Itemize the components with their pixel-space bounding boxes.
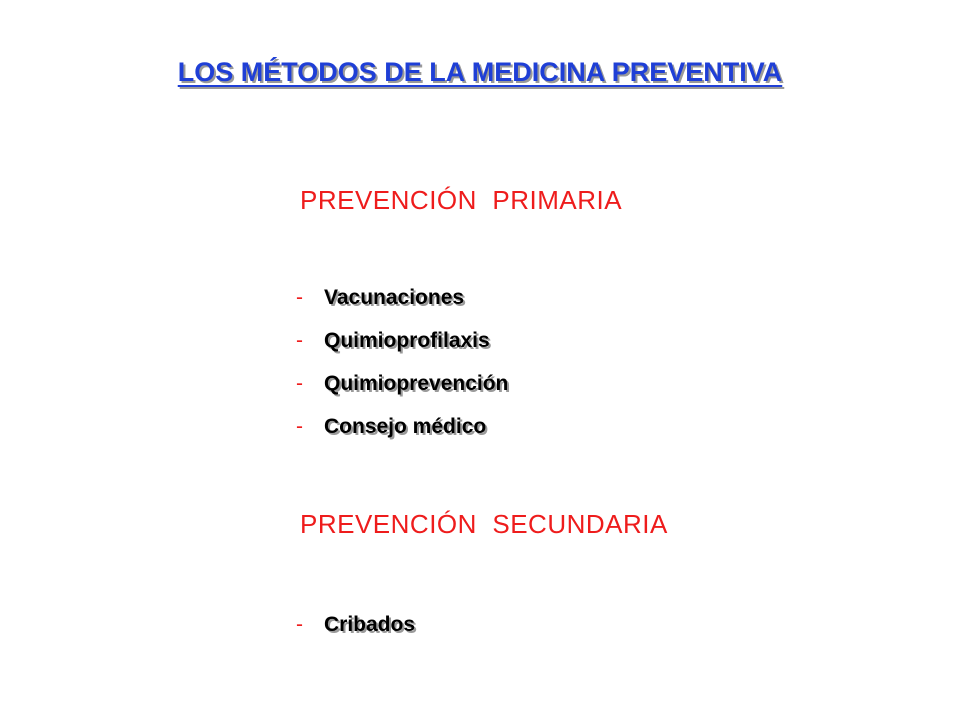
heading-prevencion-primaria: PREVENCIÓN PRIMARIA (300, 185, 623, 215)
list-item-label: Cribados (324, 613, 416, 636)
list-item-label: Consejo médico (324, 415, 487, 438)
list-item-quimioprevencion (296, 372, 508, 396)
bullet-dash: - (296, 415, 303, 438)
bullet-dash: - (296, 329, 303, 352)
list-item-label: Quimioprofilaxis (324, 329, 490, 352)
list-item-vacunaciones (296, 286, 464, 310)
heading-prevencion-secundaria: PREVENCIÓN SECUNDARIA (300, 509, 668, 539)
slide-title: LOS MÉTODOS DE LA MEDICINA PREVENTIVA (177, 57, 783, 87)
list-item-label: Vacunaciones (324, 286, 465, 309)
list-item-label: Quimioprevención (324, 372, 509, 395)
list-item-cribados (296, 613, 415, 637)
list-item-consejo-medico (296, 415, 486, 439)
bullet-dash: - (296, 286, 303, 309)
bullet-dash: - (296, 372, 303, 395)
bullet-dash: - (296, 613, 303, 636)
list-item-quimioprofilaxis (296, 329, 490, 353)
